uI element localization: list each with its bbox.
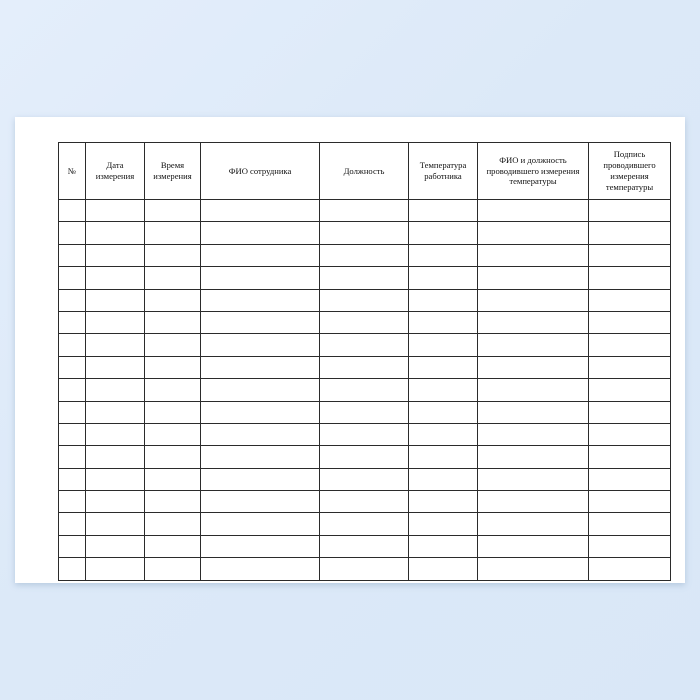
table-cell-num[interactable] xyxy=(59,356,86,378)
table-cell-measurer[interactable] xyxy=(478,558,589,580)
table-cell-employee[interactable] xyxy=(201,423,320,445)
table-cell-employee[interactable] xyxy=(201,446,320,468)
table-cell-employee[interactable] xyxy=(201,558,320,580)
table-cell-position[interactable] xyxy=(320,200,409,222)
table-cell-num[interactable] xyxy=(59,267,86,289)
table-cell-position[interactable] xyxy=(320,334,409,356)
table-cell-employee[interactable] xyxy=(201,267,320,289)
column-header-time xyxy=(145,143,201,200)
table-cell-date[interactable] xyxy=(86,446,145,468)
table-cell-temperature[interactable] xyxy=(409,311,478,333)
table-cell-temperature[interactable] xyxy=(409,468,478,490)
table-body xyxy=(59,200,671,581)
table-cell-num[interactable] xyxy=(59,423,86,445)
table-cell-position[interactable] xyxy=(320,401,409,423)
table-cell-measurer[interactable] xyxy=(478,535,589,557)
table-row xyxy=(59,423,671,445)
table-cell-time[interactable] xyxy=(145,200,201,222)
table-cell-employee[interactable] xyxy=(201,200,320,222)
table-cell-employee[interactable] xyxy=(201,289,320,311)
column-header-temperature xyxy=(409,143,478,200)
table-cell-time[interactable] xyxy=(145,401,201,423)
table-row xyxy=(59,468,671,490)
table-cell-time[interactable] xyxy=(145,289,201,311)
table-cell-measurer[interactable] xyxy=(478,401,589,423)
header-line: № xyxy=(67,165,77,176)
header-line: измерения xyxy=(153,171,192,181)
table-row xyxy=(59,311,671,333)
header-line: работника xyxy=(424,171,462,181)
table-cell-num[interactable] xyxy=(59,401,86,423)
table-cell-temperature[interactable] xyxy=(409,558,478,580)
table-cell-date[interactable] xyxy=(86,222,145,244)
table-cell-employee[interactable] xyxy=(201,401,320,423)
table-header xyxy=(59,143,671,200)
table-cell-time[interactable] xyxy=(145,423,201,445)
table-row xyxy=(59,491,671,513)
table-cell-employee[interactable] xyxy=(201,244,320,266)
table-cell-num[interactable] xyxy=(59,244,86,266)
table-cell-time[interactable] xyxy=(145,311,201,333)
table-cell-position[interactable] xyxy=(320,311,409,333)
table-cell-temperature[interactable] xyxy=(409,446,478,468)
column-header-employee xyxy=(201,143,320,200)
table-cell-position[interactable] xyxy=(320,535,409,557)
column-header-date xyxy=(86,143,145,200)
table-cell-employee[interactable] xyxy=(201,491,320,513)
table-row xyxy=(59,446,671,468)
table-cell-employee[interactable] xyxy=(201,379,320,401)
table-cell-date[interactable] xyxy=(86,244,145,266)
header-line: температуры xyxy=(605,181,654,192)
table-cell-position[interactable] xyxy=(320,423,409,445)
table-cell-temperature[interactable] xyxy=(409,513,478,535)
table-cell-num[interactable] xyxy=(59,468,86,490)
table-cell-date[interactable] xyxy=(86,535,145,557)
table-cell-date[interactable] xyxy=(86,311,145,333)
header-line: проводившего измерения xyxy=(486,165,580,176)
table-cell-position[interactable] xyxy=(320,446,409,468)
table-cell-temperature[interactable] xyxy=(409,222,478,244)
table-cell-position[interactable] xyxy=(320,222,409,244)
table-cell-measurer[interactable] xyxy=(478,267,589,289)
table-row xyxy=(59,401,671,423)
table-cell-date[interactable] xyxy=(86,356,145,378)
table-cell-num[interactable] xyxy=(59,200,86,222)
table-cell-num[interactable] xyxy=(59,379,86,401)
table-row xyxy=(59,200,671,222)
table-cell-measurer[interactable] xyxy=(478,334,589,356)
header-line: Подпись xyxy=(613,149,646,160)
table-cell-temperature[interactable] xyxy=(409,379,478,401)
table-cell-measurer[interactable] xyxy=(478,244,589,266)
table-row xyxy=(59,334,671,356)
table-row xyxy=(59,513,671,535)
table-cell-time[interactable] xyxy=(145,468,201,490)
table-cell-time[interactable] xyxy=(145,334,201,356)
table-cell-signature[interactable] xyxy=(589,423,671,445)
table-cell-signature[interactable] xyxy=(589,558,671,580)
table-cell-date[interactable] xyxy=(86,289,145,311)
table-cell-measurer[interactable] xyxy=(478,356,589,378)
table-cell-position[interactable] xyxy=(320,468,409,490)
table-cell-position[interactable] xyxy=(320,513,409,535)
table-row xyxy=(59,558,671,580)
table-cell-measurer[interactable] xyxy=(478,222,589,244)
header-line: ФИО сотрудника xyxy=(228,165,292,176)
table-cell-position[interactable] xyxy=(320,356,409,378)
table-cell-temperature[interactable] xyxy=(409,491,478,513)
table-cell-measurer[interactable] xyxy=(478,491,589,513)
table-cell-signature[interactable] xyxy=(589,289,671,311)
table-cell-date[interactable] xyxy=(86,468,145,490)
header-row xyxy=(59,143,671,200)
table-row xyxy=(59,222,671,244)
table-row xyxy=(59,267,671,289)
column-header-measurer xyxy=(478,143,589,200)
table-cell-temperature[interactable] xyxy=(409,401,478,423)
table-cell-temperature[interactable] xyxy=(409,535,478,557)
table-cell-signature[interactable] xyxy=(589,379,671,401)
header-line: проводившего xyxy=(603,160,656,171)
table-cell-employee[interactable] xyxy=(201,535,320,557)
table-cell-num[interactable] xyxy=(59,311,86,333)
table-cell-measurer[interactable] xyxy=(478,379,589,401)
table-cell-employee[interactable] xyxy=(201,222,320,244)
table-cell-temperature[interactable] xyxy=(409,244,478,266)
table-cell-date[interactable] xyxy=(86,334,145,356)
table-cell-signature[interactable] xyxy=(589,222,671,244)
table-cell-date[interactable] xyxy=(86,513,145,535)
table-cell-time[interactable] xyxy=(145,356,201,378)
table-cell-date[interactable] xyxy=(86,491,145,513)
column-header-num xyxy=(59,143,86,200)
table-cell-signature[interactable] xyxy=(589,200,671,222)
table-cell-date[interactable] xyxy=(86,423,145,445)
table-cell-signature[interactable] xyxy=(589,244,671,266)
table-container xyxy=(58,142,670,581)
table-cell-temperature[interactable] xyxy=(409,334,478,356)
table-cell-measurer[interactable] xyxy=(478,289,589,311)
table-cell-employee[interactable] xyxy=(201,356,320,378)
table-cell-date[interactable] xyxy=(86,379,145,401)
table-cell-time[interactable] xyxy=(145,222,201,244)
table-cell-temperature[interactable] xyxy=(409,267,478,289)
table-cell-time[interactable] xyxy=(145,379,201,401)
table-cell-measurer[interactable] xyxy=(478,513,589,535)
table-cell-time[interactable] xyxy=(145,513,201,535)
temperature-log-table xyxy=(58,142,671,581)
table-cell-date[interactable] xyxy=(86,267,145,289)
table-cell-time[interactable] xyxy=(145,535,201,557)
table-cell-time[interactable] xyxy=(145,267,201,289)
table-cell-signature[interactable] xyxy=(589,267,671,289)
table-cell-signature[interactable] xyxy=(589,401,671,423)
table-cell-position[interactable] xyxy=(320,558,409,580)
header-line: измерения xyxy=(95,171,135,181)
table-cell-temperature[interactable] xyxy=(409,289,478,311)
table-cell-employee[interactable] xyxy=(201,513,320,535)
table-cell-position[interactable] xyxy=(320,289,409,311)
table-cell-num[interactable] xyxy=(59,222,86,244)
table-cell-signature[interactable] xyxy=(589,513,671,535)
table-cell-signature[interactable] xyxy=(589,334,671,356)
table-cell-num[interactable] xyxy=(59,446,86,468)
table-cell-time[interactable] xyxy=(145,491,201,513)
table-cell-time[interactable] xyxy=(145,558,201,580)
table-cell-num[interactable] xyxy=(59,558,86,580)
table-row xyxy=(59,244,671,266)
table-cell-employee[interactable] xyxy=(201,311,320,333)
table-cell-measurer[interactable] xyxy=(478,311,589,333)
table-cell-temperature[interactable] xyxy=(409,200,478,222)
header-line: измерения xyxy=(610,171,649,181)
table-row xyxy=(59,535,671,557)
header-line: ФИО и должность xyxy=(499,154,567,165)
table-cell-signature[interactable] xyxy=(589,311,671,333)
header-line: Дата xyxy=(106,160,124,171)
table-row xyxy=(59,379,671,401)
table-cell-position[interactable] xyxy=(320,491,409,513)
table-cell-date[interactable] xyxy=(86,401,145,423)
table-cell-temperature[interactable] xyxy=(409,356,478,378)
header-line: Время xyxy=(160,160,185,171)
table-cell-num[interactable] xyxy=(59,535,86,557)
table-cell-temperature[interactable] xyxy=(409,423,478,445)
table-cell-time[interactable] xyxy=(145,446,201,468)
table-cell-signature[interactable] xyxy=(589,491,671,513)
table-cell-signature[interactable] xyxy=(589,535,671,557)
table-row xyxy=(59,356,671,378)
table-cell-position[interactable] xyxy=(320,379,409,401)
table-cell-signature[interactable] xyxy=(589,468,671,490)
table-cell-position[interactable] xyxy=(320,244,409,266)
table-cell-num[interactable] xyxy=(59,289,86,311)
table-cell-measurer[interactable] xyxy=(478,468,589,490)
column-header-position xyxy=(320,143,409,200)
table-cell-measurer[interactable] xyxy=(478,446,589,468)
table-cell-signature[interactable] xyxy=(589,446,671,468)
table-row xyxy=(59,289,671,311)
table-cell-measurer[interactable] xyxy=(478,423,589,445)
table-cell-num[interactable] xyxy=(59,334,86,356)
table-cell-num[interactable] xyxy=(59,513,86,535)
table-cell-num[interactable] xyxy=(59,491,86,513)
table-cell-time[interactable] xyxy=(145,244,201,266)
table-cell-date[interactable] xyxy=(86,200,145,222)
document-paper xyxy=(15,117,685,583)
table-cell-employee[interactable] xyxy=(201,468,320,490)
column-header-signature xyxy=(589,143,671,200)
table-cell-date[interactable] xyxy=(86,558,145,580)
header-line: Температура xyxy=(419,160,467,171)
table-cell-signature[interactable] xyxy=(589,356,671,378)
table-cell-employee[interactable] xyxy=(201,334,320,356)
header-line: температуры xyxy=(509,176,557,187)
table-cell-position[interactable] xyxy=(320,267,409,289)
table-cell-measurer[interactable] xyxy=(478,200,589,222)
header-line: Должность xyxy=(343,165,385,176)
